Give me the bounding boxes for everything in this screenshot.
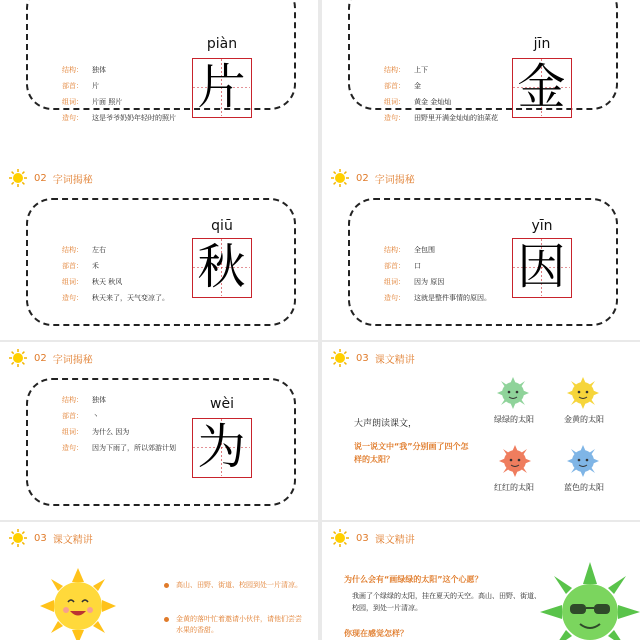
section-title: 字词揭秘 (52, 354, 93, 366)
pinyin: piàn (206, 36, 238, 52)
section-header (330, 168, 415, 188)
words-label: 组词： (62, 278, 83, 286)
reading-question: 说一说文中“我”分别画了四个怎样的太阳？ (354, 442, 469, 464)
section-number: 03 (34, 532, 47, 544)
radical-value: 片 (92, 82, 99, 90)
words-label: 组词： (384, 278, 405, 286)
radical-label: 部首： (384, 262, 405, 270)
sentence-value: 这是爷爷奶奶年轻时的照片 (92, 114, 176, 122)
structure-label: 结构： (384, 246, 405, 254)
sun-red (498, 444, 532, 478)
section-title: 课文精讲 (374, 354, 415, 366)
radical-value: 丶 (92, 412, 99, 420)
sun-icon (8, 528, 28, 548)
slide-text-2 (322, 522, 640, 640)
why-question: 为什么会有“画绿绿的太阳”这个心愿？ (344, 575, 483, 584)
section-title: 课文精讲 (52, 534, 93, 546)
slide-text-1 (0, 522, 318, 640)
char-info (62, 392, 176, 456)
hanzi-grid (512, 58, 572, 118)
section-header (8, 528, 93, 548)
structure-label: 结构： (62, 246, 83, 254)
sun-green (496, 376, 530, 410)
structure-label: 结构： (62, 66, 83, 74)
char-info (384, 242, 491, 306)
bullet-2: 金黄的落叶忙着邀请小伙伴，请他们尝尝水果的香甜。 (176, 614, 308, 636)
green-sun-illustration (540, 562, 640, 640)
section-header (8, 168, 93, 188)
sun-blue (566, 444, 600, 478)
pinyin: qiū (211, 218, 233, 234)
char-info (384, 62, 498, 126)
why-answer: 我画了个绿绿的太阳，挂在夏天的天空。高山、田野、街道、校园，到处一片清凉。 (352, 592, 541, 612)
hanzi-grid (192, 58, 252, 118)
sentence-value: 这就是整件事情的原因。 (414, 294, 491, 302)
hanzi: 金 (517, 59, 566, 115)
sun-gold (566, 376, 600, 410)
hanzi-grid (512, 238, 572, 298)
hanzi: 片 (197, 59, 246, 115)
words-value: 因为 原因 (414, 278, 445, 286)
words-value: 为什么 因为 (92, 428, 130, 436)
section-title: 字词揭秘 (52, 174, 93, 186)
sentence-value: 田野里开满金灿灿的油菜花 (414, 114, 498, 122)
hanzi-grid (192, 418, 252, 478)
structure-value: 左右 (92, 246, 106, 254)
section-title: 课文精讲 (374, 534, 415, 546)
slide-reading (322, 342, 640, 520)
structure-label: 结构： (384, 66, 405, 74)
feeling-question: 你现在感觉怎样？ (344, 629, 408, 638)
words-value: 秋天 秋风 (92, 278, 123, 286)
section-number: 03 (356, 352, 369, 364)
radical-label: 部首： (62, 412, 83, 420)
sun-icon (8, 168, 28, 188)
sun-label-blue: 蓝色的太阳 (564, 483, 604, 492)
char-info (62, 62, 176, 126)
sentence-label: 造句： (384, 294, 405, 302)
words-value: 黄金 金灿灿 (414, 98, 452, 106)
sun-label-green: 绿绿的太阳 (494, 415, 534, 424)
structure-label: 结构： (62, 396, 83, 404)
section-title: 字词揭秘 (374, 174, 415, 186)
sentence-label: 造句： (62, 114, 83, 122)
slide-card-2 (322, 0, 640, 178)
sentence-value: 因为下雨了，所以郊游计划 (92, 444, 176, 452)
section-number: 03 (356, 532, 369, 544)
smiling-sun-illustration (38, 566, 118, 640)
pinyin: wèi (210, 396, 234, 412)
radical-value: 禾 (92, 262, 99, 270)
pinyin: yīn (531, 218, 553, 234)
structure-value: 独体 (92, 396, 106, 404)
char-info (62, 242, 169, 306)
hanzi: 秋 (197, 239, 246, 295)
slide-card-5 (0, 342, 318, 520)
hanzi-grid (192, 238, 252, 298)
sun-label-gold: 金黄的太阳 (564, 415, 604, 424)
radical-label: 部首： (62, 262, 83, 270)
radical-value: 金 (414, 82, 421, 90)
sun-icon (330, 168, 350, 188)
radical-label: 部首： (62, 82, 83, 90)
sentence-label: 造句： (62, 294, 83, 302)
sun-label-red: 红红的太阳 (494, 483, 534, 492)
section-number: 02 (34, 172, 47, 184)
radical-value: 口 (414, 262, 421, 270)
sentence-label: 造句： (62, 444, 83, 452)
reading-prompt: 大声朗读课文， (354, 419, 418, 429)
radical-label: 部首： (384, 82, 405, 90)
section-number: 02 (34, 352, 47, 364)
words-value: 片面 照片 (92, 98, 123, 106)
sentence-value: 秋天来了，天气变凉了。 (92, 294, 169, 302)
section-number: 02 (356, 172, 369, 184)
words-label: 组词： (62, 428, 83, 436)
pinyin: jīn (533, 36, 551, 52)
hanzi: 为 (197, 419, 246, 475)
bullet-1: 高山、田野、街道、校园到处一片清凉。 (176, 580, 308, 591)
slide-card-4 (322, 162, 640, 340)
sun-icon (330, 528, 350, 548)
slide-card-3 (0, 162, 318, 340)
structure-value: 全包围 (414, 246, 435, 254)
hanzi: 因 (517, 239, 566, 295)
section-header (330, 528, 415, 548)
words-label: 组词： (384, 98, 405, 106)
structure-value: 独体 (92, 66, 106, 74)
slide-card-1 (0, 0, 318, 178)
sun-icon (330, 348, 350, 368)
section-header (8, 348, 93, 368)
structure-value: 上下 (414, 66, 428, 74)
section-header (330, 348, 415, 368)
words-label: 组词： (62, 98, 83, 106)
sentence-label: 造句： (384, 114, 405, 122)
sun-icon (8, 348, 28, 368)
